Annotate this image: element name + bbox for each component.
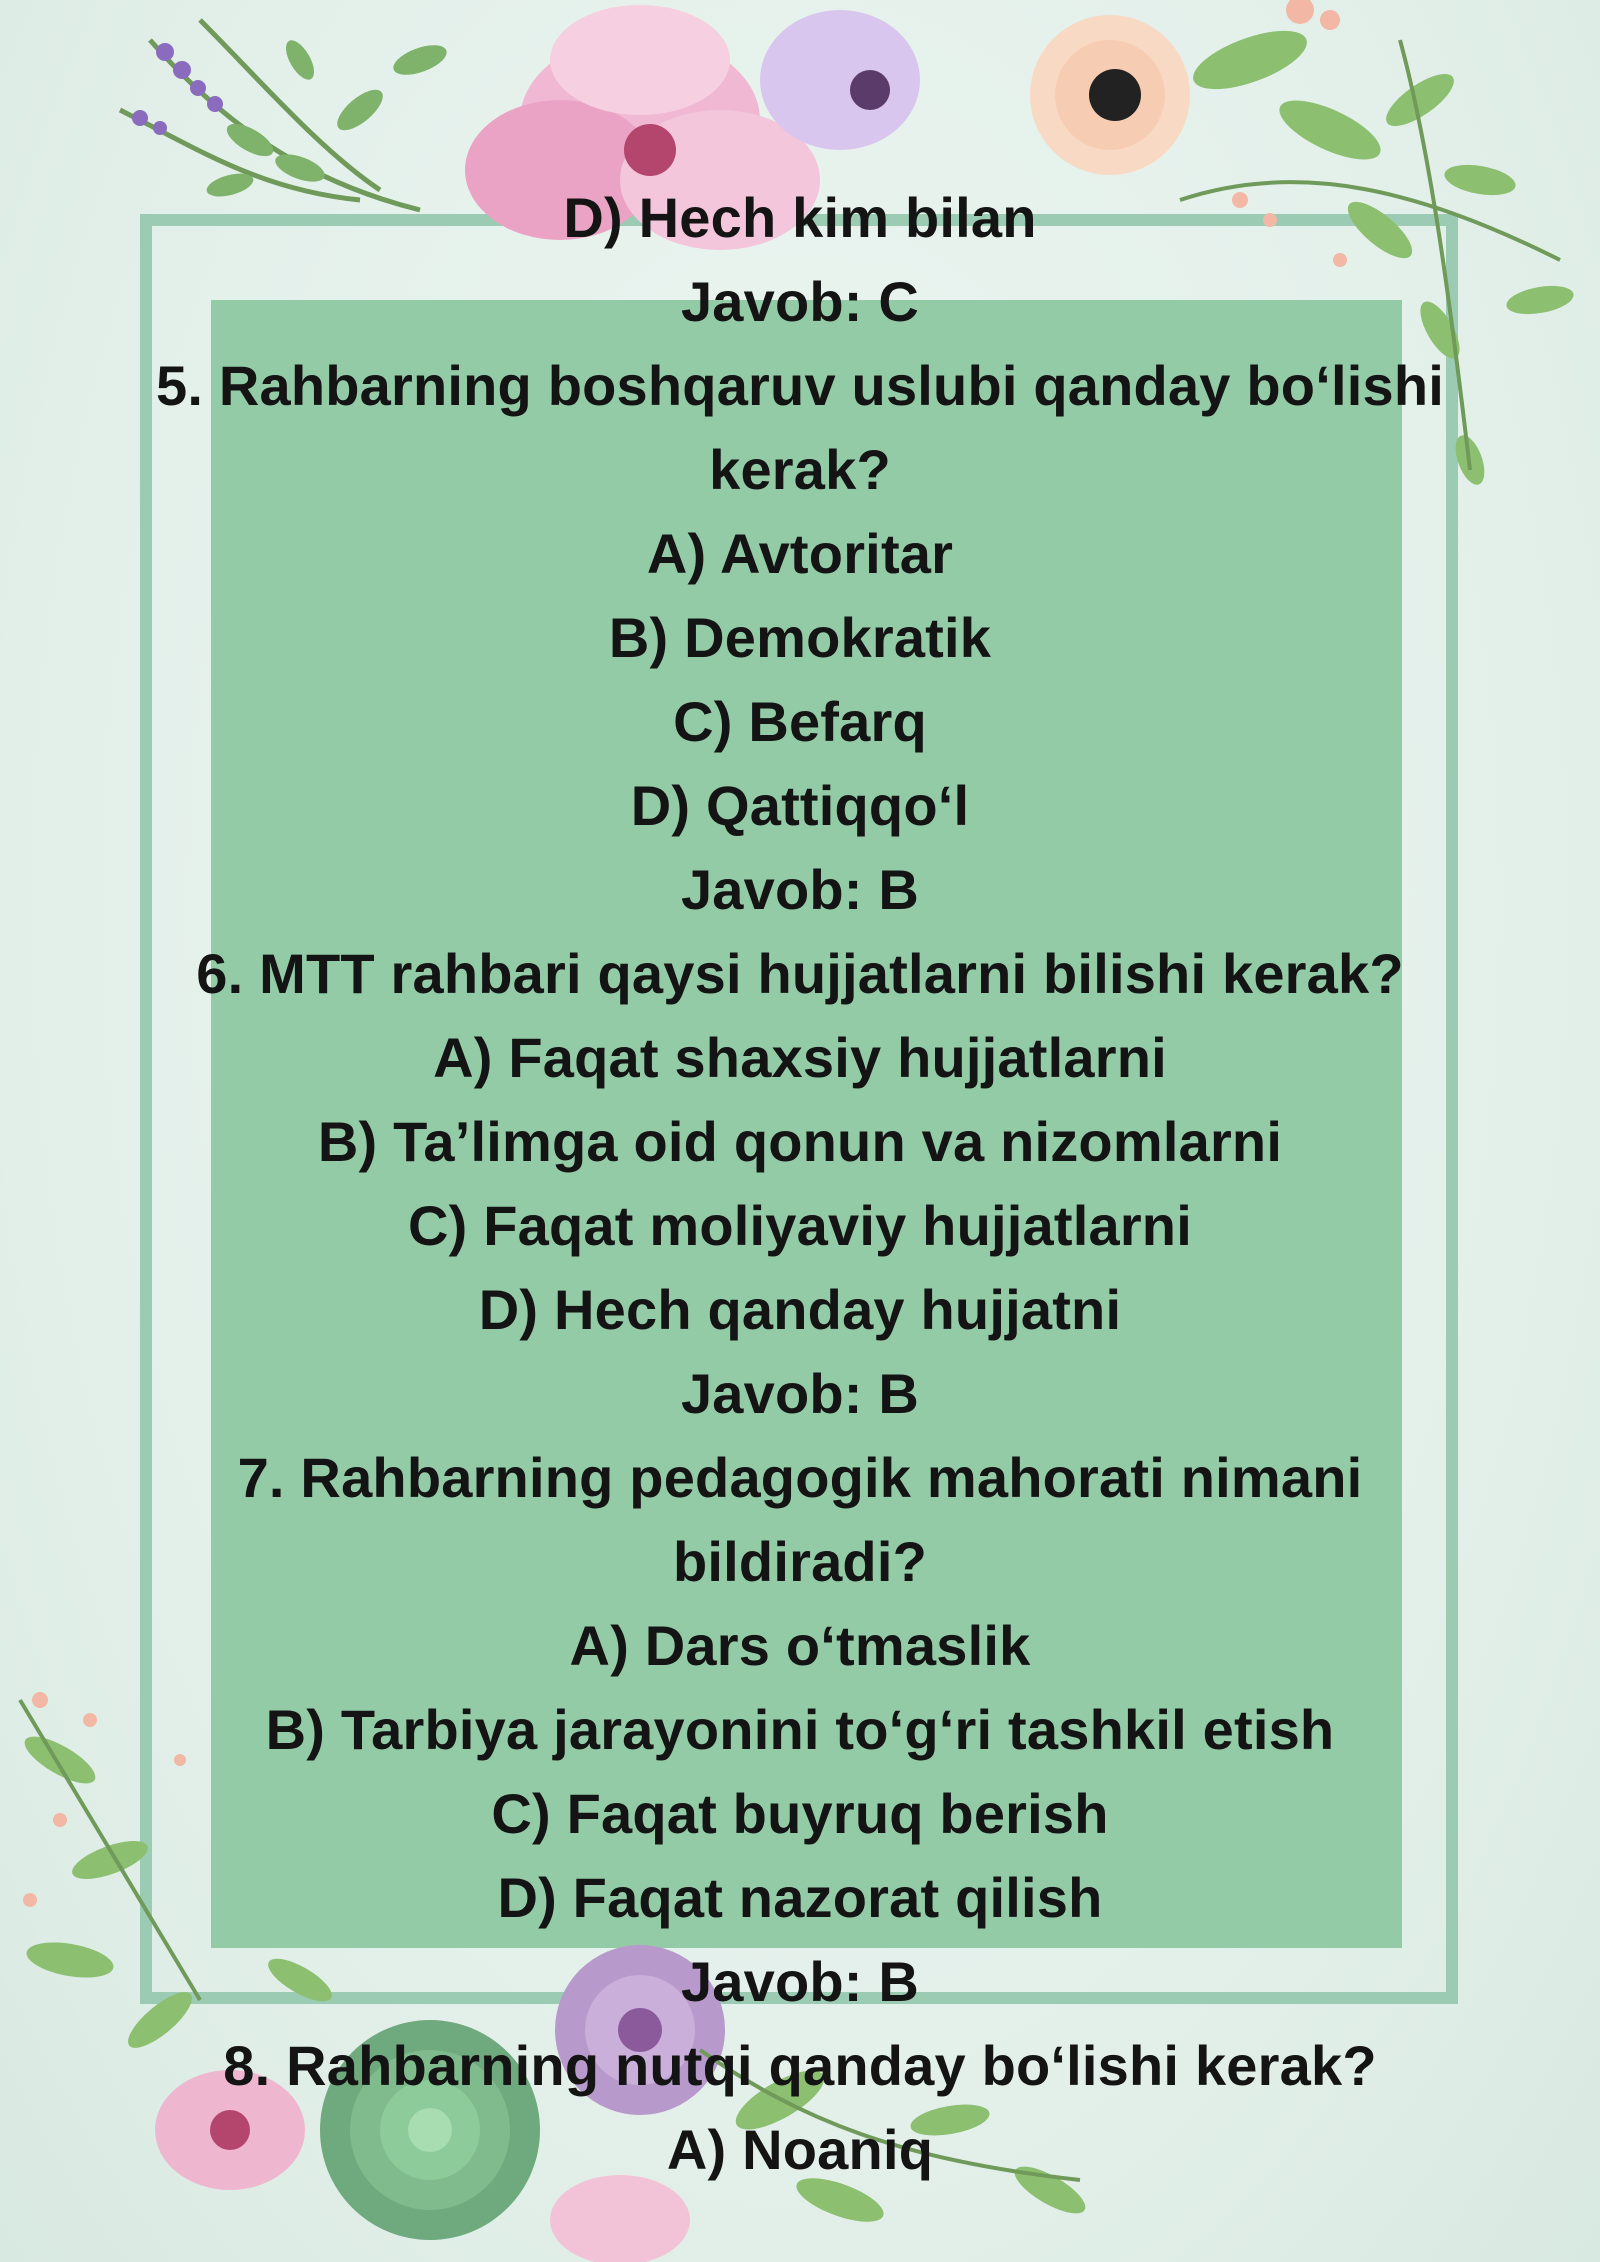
answer-option-a: A) Dars o‘tmaslik [569,1614,1031,1677]
question-5-cont: kerak? [709,438,891,501]
answer-option-a: A) Noaniq [666,2118,934,2181]
answer-option-d: D) Qattiqqo‘l [630,774,970,837]
answer-key: Javob: B [680,858,920,921]
peach-flower-icon [1030,15,1190,175]
answer-option-a: A) Faqat shaxsiy hujjatlarni [433,1026,1167,1089]
answer-option-c: C) Faqat buyruq berish [491,1782,1109,1845]
question-7-cont: bildiradi? [673,1530,927,1593]
answer-key: Javob: C [680,270,920,333]
answer-key: Javob: B [680,1950,920,2013]
answer-option-b: B) Demokratik [608,606,992,669]
answer-option-b: B) Ta’limga oid qonun va nizomlarni [317,1110,1283,1173]
answer-option-b: B) Tarbiya jarayonini to‘g‘ri tashkil etish [265,1698,1335,1761]
answer-key: Javob: B [680,1362,920,1425]
question-7: 7. Rahbarning pedagogik mahorati nimani [237,1446,1363,1509]
answer-option-c: C) Faqat moliyaviy hujjatlarni [408,1194,1192,1257]
answer-option-d: D) Hech kim bilan [563,186,1037,249]
question-6: 6. MTT rahbari qaysi hujjatlarni bilishi kerak? [196,942,1404,1005]
answer-option-d: D) Hech qanday hujjatni [478,1278,1122,1341]
question-8: 8. Rahbarning nutqi qanday bo‘lishi kerak? [223,2034,1377,2097]
answer-option-a: A) Avtoritar [646,522,954,585]
quiz-text [60,176,1540,2192]
answer-option-d: D) Faqat nazorat qilish [497,1866,1103,1929]
answer-option-c: C) Befarq [673,690,927,753]
question-5: 5. Rahbarning boshqaruv uslubi qanday bo‘lishi [155,354,1444,417]
